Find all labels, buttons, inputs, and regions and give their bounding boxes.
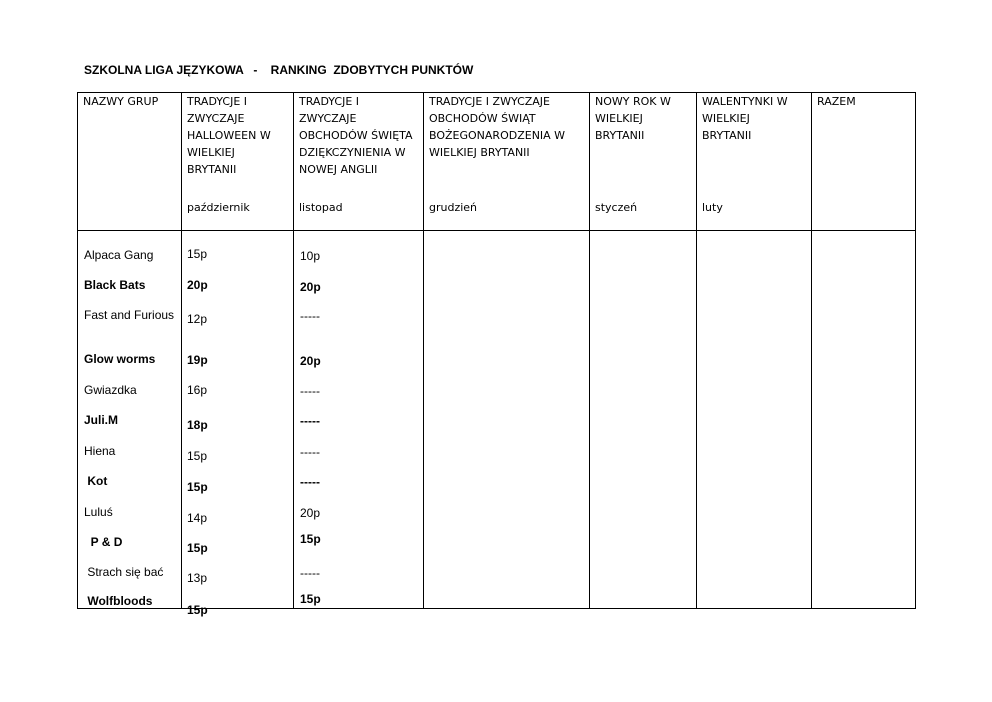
october-points: 12p [187, 312, 208, 326]
header-cell [78, 93, 182, 231]
december-points-cell [424, 231, 590, 609]
november-points: 20p [300, 506, 321, 520]
total-points-cell [812, 231, 916, 609]
october-points: 20p [187, 278, 208, 292]
november-points: 15p [300, 592, 321, 606]
header-month: luty [702, 201, 723, 214]
header-cell [294, 93, 424, 231]
october-points: 14p [187, 511, 208, 525]
october-points: 15p [187, 541, 208, 555]
ranking-table [77, 92, 916, 609]
header-month: październik [187, 201, 250, 214]
november-points: ----- [300, 384, 320, 398]
header-cell [697, 93, 812, 231]
group-name: Hiena [84, 444, 116, 458]
february-points-cell [697, 231, 812, 609]
document-title: SZKOLNA LIGA JĘZYKOWA - RANKING ZDOBYTYCH PUNKTÓW [84, 63, 474, 77]
november-points: 10p [300, 249, 321, 263]
header-label: RAZEM [817, 95, 856, 108]
header-label: NOWY ROK W WIELKIEJ BRYTANII [595, 95, 671, 142]
group-name: Gwiazdka [84, 383, 137, 397]
october-points: 15p [187, 480, 208, 494]
group-name: Luluś [84, 505, 113, 519]
october-points: 15p [187, 449, 208, 463]
header-label: TRADYCJE I ZWYCZAJE OBCHODÓW ŚWIĘTA DZIĘKCZYNIENIA W NOWEJ ANGLII [299, 95, 413, 176]
october-points: 15p [187, 603, 208, 617]
group-name: Fast and Furious [84, 308, 175, 322]
group-name: Black Bats [84, 278, 146, 292]
october-points: 13p [187, 571, 208, 585]
group-name: P & D [84, 535, 123, 549]
group-name: Juli.M [84, 413, 119, 427]
group-name: Strach się bać [84, 565, 164, 579]
november-points: 20p [300, 354, 321, 368]
header-label: TRADYCJE I ZWYCZAJE OBCHODÓW ŚWIĄT BOŻEGONARODZENIA W WIELKIEJ BRYTANII [429, 95, 566, 159]
header-month: styczeń [595, 201, 638, 214]
group-name: Glow worms [84, 352, 156, 366]
november-points: ----- [300, 414, 320, 428]
january-points-cell [590, 231, 697, 609]
october-points: 15p [187, 247, 208, 261]
group-name: Wolfbloods [84, 594, 153, 608]
header-month: listopad [299, 201, 343, 214]
group-name: Alpaca Gang [84, 248, 154, 262]
october-points: 19p [187, 353, 208, 367]
header-label: NAZWY GRUP [83, 95, 159, 108]
november-points: 15p [300, 532, 321, 546]
november-points: ----- [300, 475, 320, 489]
november-points: 20p [300, 280, 321, 294]
november-points: ----- [300, 309, 320, 323]
october-points: 16p [187, 383, 208, 397]
november-points: ----- [300, 566, 320, 580]
header-cell [424, 93, 590, 231]
header-cell [812, 93, 916, 231]
header-cell [182, 93, 294, 231]
header-month: grudzień [429, 201, 478, 214]
header-cell [590, 93, 697, 231]
header-row [78, 93, 916, 231]
header-label: WALENTYNKI W WIELKIEJ BRYTANII [702, 95, 788, 142]
header-label: TRADYCJE I ZWYCZAJE HALLOWEEN W WIELKIEJ BRYTANII [187, 95, 271, 176]
november-points: ----- [300, 445, 320, 459]
group-name: Kot [84, 474, 108, 488]
october-points: 18p [187, 418, 208, 432]
